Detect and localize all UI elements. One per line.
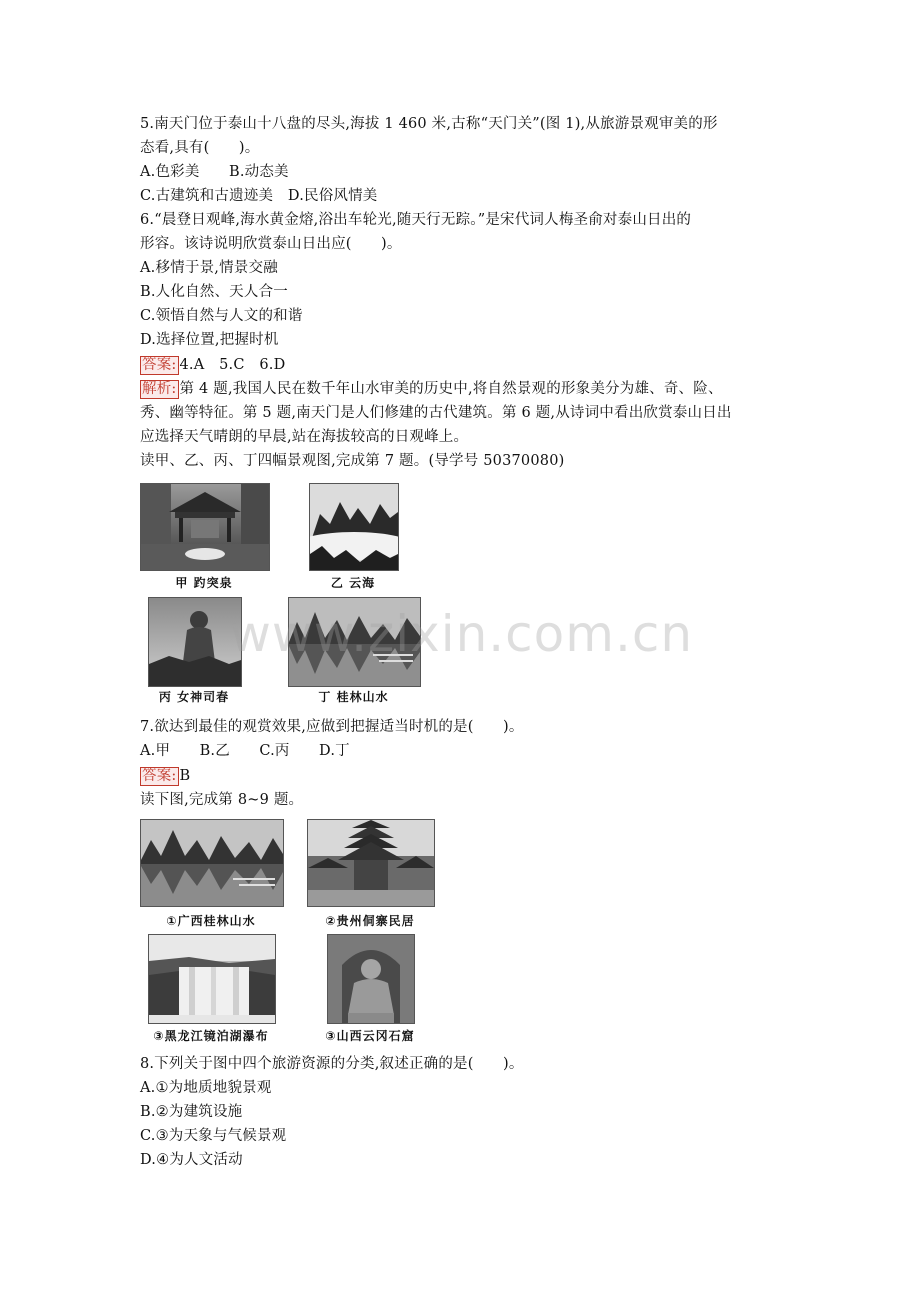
analysis-line3: 应选择天气晴朗的早晨,站在海拔较高的日观峰上。 [140, 429, 469, 445]
analysis-label: 解析: [142, 381, 177, 397]
answer-block-1 [140, 355, 285, 375]
q7-stem: 7.欲达到最佳的观赏效果,应做到把握适当时机的是( )。 [140, 719, 524, 735]
q6-option-c: C.领悟自然与人文的和谐 [140, 308, 303, 324]
caption-ding: 丁 桂林山水 [318, 690, 389, 704]
q8-option-d: D.④为人文活动 [140, 1152, 243, 1168]
q6-stem-line2: 形容。该诗说明欣赏泰山日出应( )。 [140, 236, 402, 252]
q6-option-b: B.人化自然、天人合一 [140, 284, 288, 300]
caption-1: ①广西桂林山水 [166, 914, 256, 928]
caption-3: ③黑龙江镜泊湖瀑布 [153, 1029, 269, 1043]
q8-option-b: B.②为建筑设施 [140, 1104, 243, 1120]
q8-option-a: A.①为地质地貌景观 [140, 1080, 272, 1096]
answer-label-2: 答案: [142, 768, 177, 784]
caption-yi: 乙 云海 [330, 576, 376, 590]
photo-sea-of-clouds [309, 483, 399, 571]
analysis-line2: 秀、幽等特征。第 5 题,南天门是人们修建的古代建筑。第 6 题,从诗词中看出欣赏泰山日出 [140, 405, 732, 421]
photo-goddess-spring [148, 597, 242, 687]
q7-intro: 读甲、乙、丙、丁四幅景观图,完成第 7 题。(导学号 50370080) [140, 453, 565, 469]
q6-stem-line1: 6.“晨登日观峰,海水黄金熔,浴出车轮光,随天行无踪。”是宋代词人梅圣俞对泰山日出的 [140, 212, 692, 228]
q5-stem-line2: 态看,具有( )。 [140, 140, 260, 156]
analysis-line1 [140, 379, 723, 399]
photo-guizhou-dong-village [307, 819, 435, 907]
caption-bing: 丙 女神司春 [158, 690, 230, 704]
q5-stem-line1: 5.南天门位于泰山十八盘的尽头,海拔 1 460 米,古称“天门关”(图 1),从旅游景观审美的形 [140, 116, 718, 132]
q8-option-c: C.③为天象与气候景观 [140, 1128, 287, 1144]
q6-option-a: A.移情于景,情景交融 [140, 260, 278, 276]
analysis-text-1: 第 4 题,我国人民在数千年山水审美的历史中,将自然景观的形象美分为雄、奇、险、 [179, 381, 723, 397]
photo-jingpo-lake-waterfall [148, 934, 276, 1024]
photo-guangxi-guilin [140, 819, 284, 907]
q7-options: A.甲 B.乙 C.丙 D.丁 [140, 743, 350, 759]
photo-yungang-grottoes [327, 934, 415, 1024]
caption-jia: 甲 趵突泉 [175, 576, 233, 590]
photo-baotu-spring [140, 483, 270, 571]
q6-option-d: D.选择位置,把握时机 [140, 332, 279, 348]
q5-options-ab: A.色彩美 B.动态美 [140, 164, 289, 180]
answer-text: 4.A 5.C 6.D [179, 357, 286, 373]
q89-intro: 读下图,完成第 8~9 题。 [140, 792, 304, 808]
q8-stem: 8.下列关于图中四个旅游资源的分类,叙述正确的是( )。 [140, 1056, 524, 1072]
watermark: www.zixin.com.cn [230, 605, 694, 663]
caption-4: ③山西云冈石窟 [325, 1029, 415, 1043]
answer-label: 答案: [142, 357, 177, 373]
answer-text-2: B [179, 768, 191, 784]
caption-2: ②贵州侗寨民居 [325, 914, 415, 928]
answer-block-2 [140, 766, 190, 786]
q5-options-cd: C.古建筑和古遗迹美 D.民俗风情美 [140, 188, 378, 204]
